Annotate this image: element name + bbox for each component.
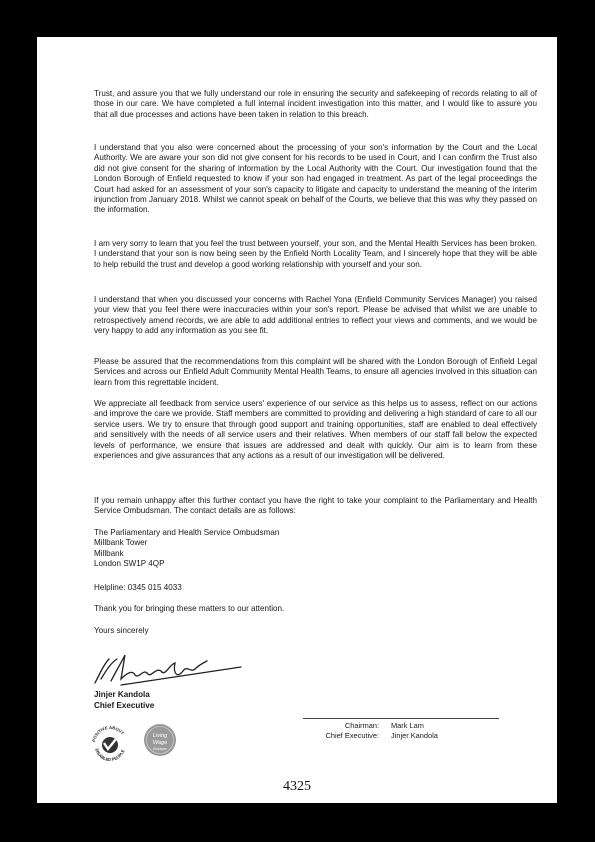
svg-text:Living: Living — [152, 733, 168, 739]
officer-name: Mark Lam — [391, 721, 424, 730]
paragraph-court-processing: I understand that you also were concerned about the processing of your son's information by the Court and the Local Authority. We are aware your son did not give consent for his records to be used in Court, and I can confirm the Trust also did not give consent for the sharing of information by the Local Authority with the Court. Our investigation found that the London Borough of Enfield requested to know if your son had engaged in treatment. As part of the legal proceedings the Court had asked for an assessment of your son's capacity to litigate and capacity to understand the meaning of the interim injunction from January 2018. Whilst we cannot speak on behalf of the Courts, we believe that this was why they passed on the information. — [94, 143, 537, 215]
paragraph-report-inaccuracies: I understand that when you discussed your concerns with Rachel Yona (Enfield Community Services Manager) you raised your view that you feel there were inaccuracies within your son's report. Please be advised that whilst we are unable to retrospectively amend records, we are able to add additional entries to reflect your views and comments, and we would be very happy to add any information as you see fit. — [94, 295, 537, 336]
paragraph-ombudsman: If you remain unhappy after this further contact you have the right to take your complaint to the Parliamentary and Health Service Ombudsman. The contact details are as follows: — [94, 496, 537, 516]
trust-officers — [305, 721, 438, 741]
officer-name: Jinjer Kandola — [391, 731, 438, 740]
address-line: London SW1P 4QP — [94, 559, 165, 569]
closing-line: Yours sincerely — [94, 626, 149, 635]
footer-divider — [303, 718, 499, 719]
page-number: 4325 — [283, 779, 311, 794]
living-wage-logo — [143, 723, 177, 757]
svg-text:POSITIVE ABOUT: POSITIVE ABOUT — [91, 724, 126, 743]
officer-row-chairman — [305, 721, 438, 731]
address-line: Millbank — [94, 548, 124, 558]
letter-page — [37, 37, 557, 803]
officer-role: Chairman: — [344, 721, 379, 730]
svg-text:DISABLED PEOPLE: DISABLED PEOPLE — [94, 747, 126, 763]
address-line: Millbank Tower — [94, 538, 148, 548]
disability-confident-logo — [89, 723, 131, 765]
signer-name: Jinjer Kandola — [94, 690, 150, 699]
svg-text:Employer: Employer — [153, 747, 167, 751]
thanks-line: Thank you for bringing these matters to our attention. — [94, 604, 285, 613]
paragraph-recommendations: Please be assured that the recommendations from this complaint will be shared with the London Borough of Enfield Legal Services and across our Enfield Adult Community Mental Health Teams, to ensure all agencies involved in this situation can learn from this regrettable incident. — [94, 357, 537, 387]
paragraph-security: Trust, and assure you that we fully understand our role in ensuring the security and safekeeping of records relating to all of those in our care. We have completed a full internal incident investigation into this matter, and I would like to assure you that all due processes and actions have been taken in relation to this breach. — [94, 89, 537, 119]
signer-title: Chief Executive — [94, 701, 155, 710]
svg-text:Wage: Wage — [152, 740, 168, 746]
officer-row-chief-executive — [305, 731, 438, 741]
officer-role: Chief Executive: — [325, 731, 379, 740]
helpline: Helpline: 0345 015 4033 — [94, 583, 182, 592]
paragraph-trust-broken: I am very sorry to learn that you feel the trust between yourself, your son, and the Mental Health Services has been broken. I understand that your son is now being seen by the Enfield North Locality Team, and I sincerely hope that they will be able to help rebuild the trust and develop a good working relationship with yourself and your son. — [94, 239, 537, 269]
ombudsman-address — [94, 528, 279, 570]
paragraph-feedback: We appreciate all feedback from service users' experience of our service as this helps us to assess, reflect on our actions and improve the care we provide. Staff members are committed to providing and delivering a high standard of care to all our service users. We try to ensure that through good support and training opportunities, staff are enabled to deal effectively and sensitively with the needs of all service users and their relatives. When members of our staff fall below the expected levels of performance, we ensure that issues are addressed and dealt with quickly. Our aim is to learn from these experiences and give assurances that any actions as a result of our investigation will be delivered. — [94, 399, 537, 461]
signature-image — [91, 649, 251, 693]
address-line: The Parliamentary and Health Service Ombudsman — [94, 528, 280, 537]
